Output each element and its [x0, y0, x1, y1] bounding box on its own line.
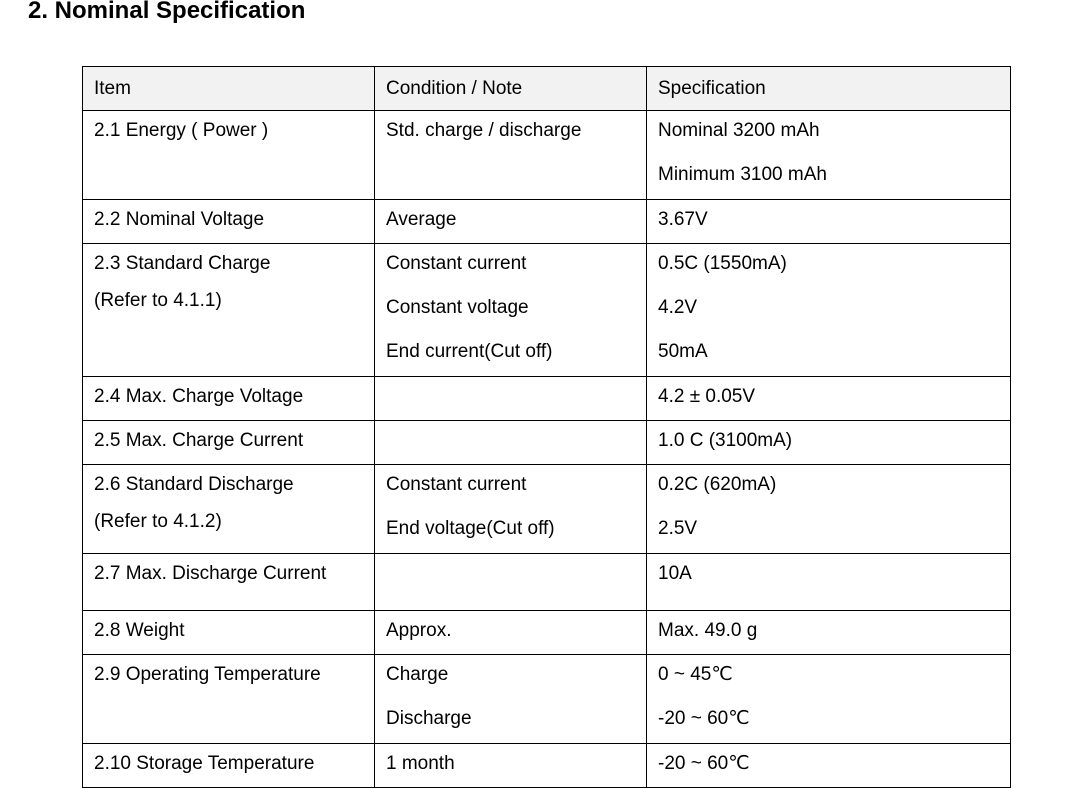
table-row: [83, 554, 1011, 611]
item-cell-text: (Refer to 4.1.2): [94, 511, 222, 532]
condition-cell: [375, 465, 647, 554]
item-cell-text: 2.1 Energy ( Power ): [94, 120, 269, 141]
specification-cell-text: 0 ~ 45℃: [658, 664, 733, 685]
item-cell: [83, 611, 375, 655]
specification-cell-text: Nominal 3200 mAh: [658, 120, 820, 141]
specification-cell: [647, 200, 1011, 244]
condition-cell: [375, 655, 647, 744]
condition-cell-text: End current(Cut off): [386, 341, 553, 362]
specification-cell-text: 0.2C (620mA): [658, 474, 777, 495]
table-row: [83, 200, 1011, 244]
condition-cell-text: Std. charge / discharge: [386, 120, 582, 141]
item-cell: [83, 377, 375, 421]
condition-cell-text: 1 month: [386, 753, 455, 774]
condition-cell: [375, 377, 647, 421]
specification-cell: [647, 611, 1011, 655]
table-header-row: [83, 67, 1011, 111]
header-item: Item: [83, 67, 375, 111]
item-cell: [83, 200, 375, 244]
condition-cell-text: End voltage(Cut off): [386, 518, 555, 539]
condition-cell: [375, 554, 647, 611]
specification-cell: [647, 377, 1011, 421]
condition-cell: [375, 200, 647, 244]
condition-cell-text: Constant current: [386, 474, 527, 495]
specification-cell-text: 1.0 C (3100mA): [658, 430, 793, 451]
table-row: [83, 421, 1011, 465]
item-cell: [83, 465, 375, 554]
item-cell-text: 2.4 Max. Charge Voltage: [94, 386, 304, 407]
item-cell-text: 2.2 Nominal Voltage: [94, 209, 265, 230]
item-cell-text: (Refer to 4.1.1): [94, 290, 222, 311]
condition-cell-text: Constant current: [386, 253, 527, 274]
specification-cell: [647, 111, 1011, 200]
section-title: 2. Nominal Specification: [28, 0, 306, 24]
table-row: [83, 465, 1011, 554]
header-specification: Specification: [647, 67, 1011, 111]
table-row: [83, 611, 1011, 655]
item-cell: [83, 655, 375, 744]
condition-cell-text: Average: [386, 209, 457, 230]
specification-cell-text: 0.5C (1550mA): [658, 253, 787, 274]
specification-cell: [647, 244, 1011, 377]
condition-cell-text: Discharge: [386, 708, 472, 729]
item-cell-text: 2.5 Max. Charge Current: [94, 430, 304, 451]
specification-cell-text: -20 ~ 60℃: [658, 753, 750, 774]
specification-cell-text: 3.67V: [658, 209, 708, 230]
specification-cell: [647, 655, 1011, 744]
header-condition: Condition / Note: [375, 67, 647, 111]
condition-cell: [375, 111, 647, 200]
table-row: [83, 377, 1011, 421]
specification-cell: [647, 421, 1011, 465]
specification-cell-text: -20 ~ 60℃: [658, 708, 750, 729]
specification-cell: [647, 554, 1011, 611]
condition-cell-text: Charge: [386, 664, 449, 685]
table-row: [83, 111, 1011, 200]
condition-cell: [375, 611, 647, 655]
specification-cell-text: 10A: [658, 563, 692, 584]
condition-cell-text: [386, 554, 635, 597]
item-cell-text: 2.7 Max. Discharge Current: [94, 563, 327, 584]
condition-cell-text: Constant voltage: [386, 297, 529, 318]
specification-cell-text: 4.2V: [658, 297, 698, 318]
specification-cell-text: 4.2 ± 0.05V: [658, 386, 756, 407]
item-cell: [83, 421, 375, 465]
item-cell: [83, 244, 375, 377]
item-cell-text: 2.3 Standard Charge: [94, 253, 271, 274]
specification-cell-text: 50mA: [658, 341, 708, 362]
item-cell-text: 2.10 Storage Temperature: [94, 753, 315, 774]
item-cell: [83, 554, 375, 611]
condition-cell: [375, 421, 647, 465]
condition-cell: [375, 244, 647, 377]
condition-cell-text: [386, 377, 635, 420]
table-row: [83, 244, 1011, 377]
item-cell: [83, 111, 375, 200]
table-body: [83, 111, 1011, 788]
specification-cell: [647, 465, 1011, 554]
specification-cell-text: 2.5V: [658, 518, 698, 539]
table-row: [83, 655, 1011, 744]
specification-cell-text: Minimum 3100 mAh: [658, 164, 827, 185]
item-cell-text: 2.6 Standard Discharge: [94, 474, 294, 495]
specification-table: [82, 66, 1011, 788]
condition-cell-text: Approx.: [386, 620, 452, 641]
item-cell-text: 2.8 Weight: [94, 620, 185, 641]
item-cell-text: 2.9 Operating Temperature: [94, 664, 321, 685]
specification-cell-text: Max. 49.0 g: [658, 620, 758, 641]
condition-cell-text: [386, 421, 635, 464]
